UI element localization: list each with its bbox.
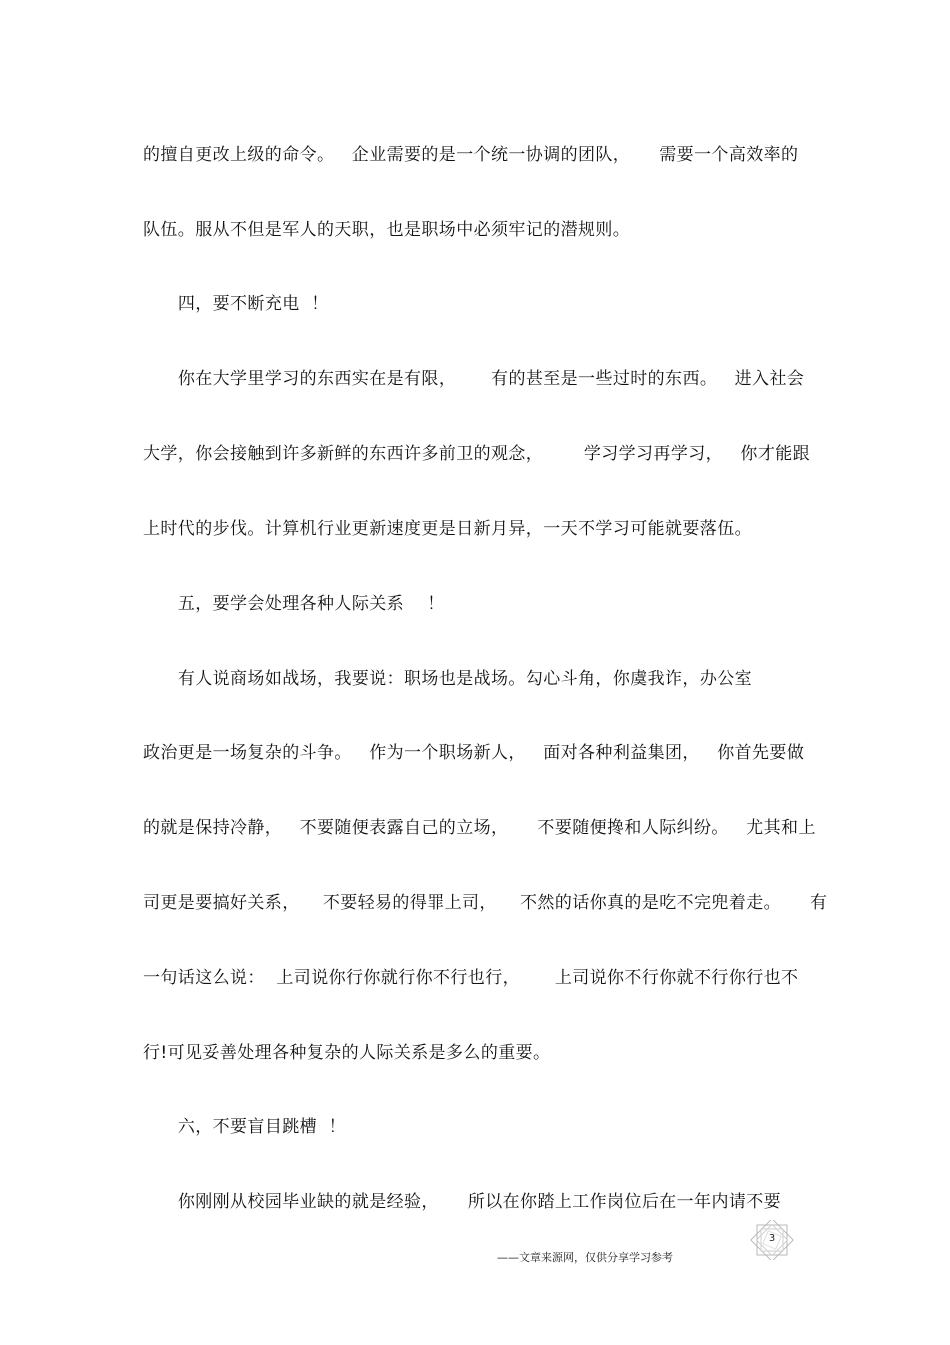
- body-text-line: 你刚刚从校园毕业缺的就是经验， 所以在你踏上工作岗位后在一年内请不要: [143, 1192, 782, 1212]
- page-number: 3: [768, 1233, 776, 1244]
- body-text-line: 的擅自更改上级的命令。 企业需要的是一个统一协调的团队， 需要一个高效率的: [143, 145, 799, 165]
- body-text-line: 一句话这么说： 上司说你行你就行你不行也行， 上司说你不行你就不行你行也不: [143, 968, 799, 988]
- body-text-line: 政治更是一场复杂的斗争。 作为一个职场新人， 面对各种利益集团， 你首先要做: [143, 743, 805, 763]
- body-text-line: 上时代的步伐。计算机行业更新速度更是日新月异，一天不学习可能就要落伍。: [143, 519, 752, 539]
- body-text-line: 司更是要搞好关系， 不要轻易的得罪上司， 不然的话你真的是吃不完兜着走。 有: [143, 893, 828, 913]
- body-text-line: 有人说商场如战场，我要说：职场也是战场。勾心斗角，你虞我诈，办公室: [143, 669, 753, 689]
- footer-source-note: ——文章来源网，仅供分享学习参考: [497, 1251, 673, 1264]
- page-number-badge: [748, 1220, 796, 1260]
- body-text-line: 的就是保持冷静， 不要随便表露自己的立场， 不要随便搀和人际纠纷。 尤其和上: [143, 818, 816, 838]
- body-text-line: 行!可见妥善处理各种复杂的人际关系是多么的重要。: [143, 1043, 551, 1063]
- body-text-line: 队伍。服从不但是军人的天职，也是职场中必须牢记的潜规则。: [143, 220, 631, 240]
- section-heading-6: 六，不要盲目跳槽 ！: [143, 1117, 347, 1137]
- body-text-line: 大学，你会接触到许多新鲜的东西许多前卫的观念， 学习学习再学习， 你才能跟: [143, 444, 811, 464]
- section-heading-4: 四，要不断充电 ！: [143, 294, 329, 314]
- section-heading-5: 五，要学会处理各种人际关系 ！: [143, 594, 445, 614]
- body-text-line: 你在大学里学习的东西实在是有限， 有的甚至是一些过时的东西。 进入社会: [143, 369, 805, 389]
